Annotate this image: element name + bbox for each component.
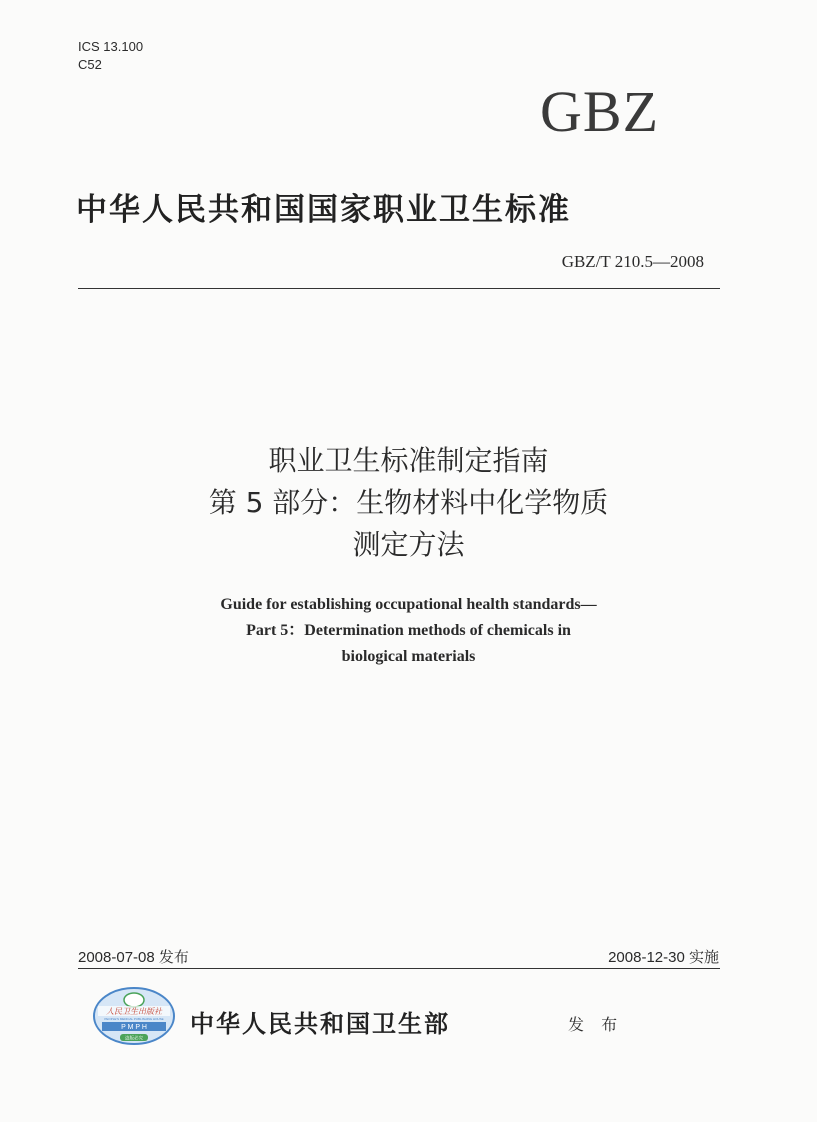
implementation-date [608, 946, 719, 967]
title-english [0, 592, 817, 670]
title-cn-line-1: 职业卫生标准制定指南 [268, 444, 549, 477]
logo-text-bottom: 盗版必究 [125, 1036, 143, 1042]
classification-codes [78, 38, 143, 74]
publisher-logo [92, 986, 176, 1046]
title-en-line-3: biological materials [341, 648, 476, 665]
title-cn-line-2: 第 5 部分：生物材料中化学物质 [208, 486, 609, 519]
logo-text-mid: P M P H [121, 1024, 147, 1031]
implementation-date-value: 2008-12-30 [608, 949, 685, 966]
release-date [78, 946, 189, 967]
title-chinese [0, 440, 817, 566]
logo-text-sub: PEOPLE'S MEDICAL PUBLISHING HOUSE [104, 1017, 164, 1021]
ics-code: ICS 13.100 [78, 39, 144, 54]
title-en-line-1: Guide for establishing occupational health standards— [220, 596, 597, 613]
title-cn-line-3: 测定方法 [352, 528, 465, 561]
bottom-divider [78, 968, 720, 969]
release-label: 发布 [158, 949, 189, 966]
publisher-name: 中华人民共和国卫生部 [190, 1009, 450, 1038]
ccs-code: C52 [78, 57, 102, 72]
standard-type-heading: 中华人民共和国国家职业卫生标准 [76, 192, 571, 228]
title-en-line-2: Part 5：Determination methods of chemicals in [246, 622, 571, 639]
release-date-value: 2008-07-08 [78, 949, 155, 966]
top-divider [78, 288, 720, 289]
standard-mark: GBZ [540, 79, 659, 144]
implementation-label: 实施 [688, 949, 719, 966]
logo-text-top: 人民卫生出版社 [106, 1007, 162, 1016]
publisher-label: 发 布 [568, 1015, 624, 1034]
standard-number: GBZ/T 210.5—2008 [561, 252, 704, 271]
